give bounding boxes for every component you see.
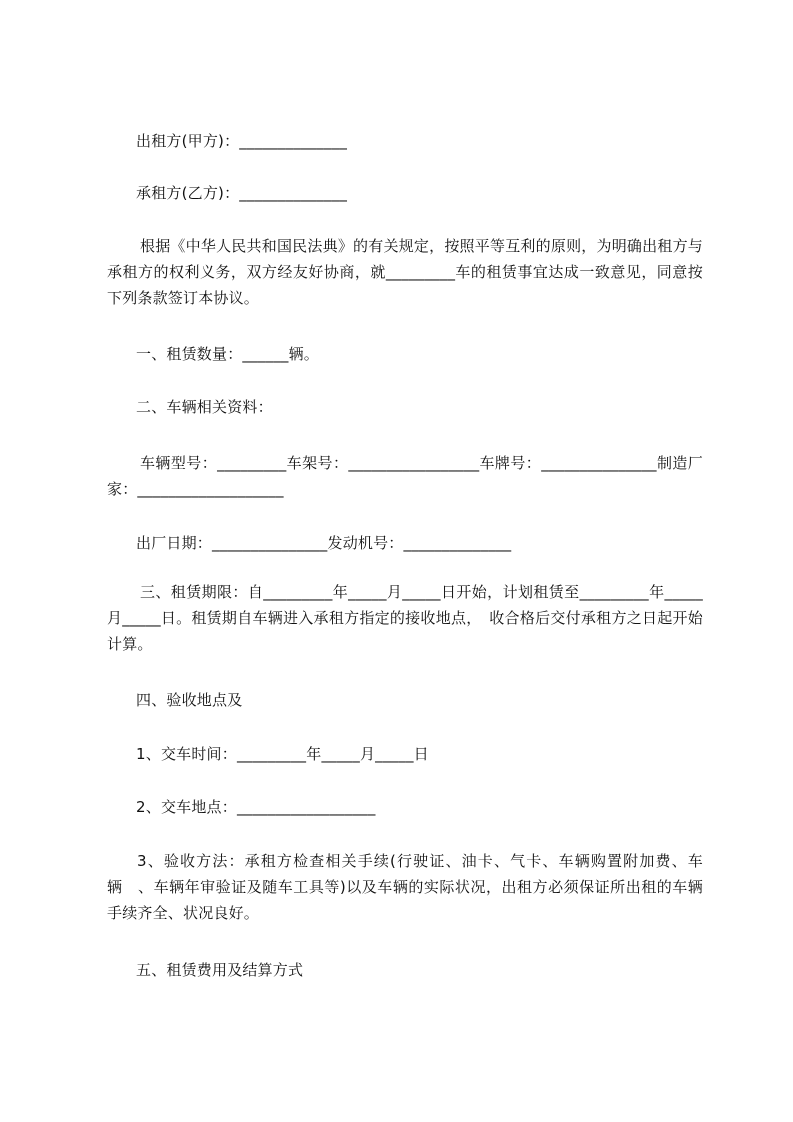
clause-4-title: 四、验收地点及 <box>136 691 243 709</box>
lessor-line: 出租方(甲方)：______________ <box>136 132 348 150</box>
preamble-paragraph: 根据《中华人民共和国民法典》的有关规定，按照平等互利的原则，为明确出租方与承租方的权利义务，双方经友好协商，就_________车的租赁事宜达成一致意见，同意按下列条款签订本协议。 <box>107 237 703 307</box>
clause-1-quantity: 一、租赁数量：______辆。 <box>136 345 320 363</box>
factory-engine-line: 出厂日期：_______________发动机号：______________ <box>136 534 512 552</box>
delivery-time-line: 1、交车时间：_________年_____月_____日 <box>136 745 429 763</box>
vehicle-info-paragraph: 车辆型号：_________车架号：_________________车牌号：_______________制造厂家：___________________ <box>107 454 703 498</box>
delivery-place-line: 2、交车地点：__________________ <box>136 798 376 816</box>
inspection-method-paragraph: 3、验收方法：承租方检查相关手续(行驶证、油卡、气卡、车辆购置附加费、车辆 、车辆年审验证及随车工具等)以及车辆的实际状况，出租方必须保证所出租的车辆手续齐全、状况良好。 <box>107 852 703 922</box>
clause-3-term-paragraph: 三、租赁期限：自_________年_____月_____日开始，计划租赁至_________年_____月_____日。租赁期自车辆进入承租方指定的接收地点， 收合格后交付承租方之日起开始计算。 <box>107 583 703 653</box>
clause-5-title: 五、租赁费用及结算方式 <box>136 961 304 979</box>
lessee-line: 承租方(乙方)：______________ <box>136 184 348 202</box>
clause-2-title: 二、车辆相关资料： <box>136 398 273 416</box>
